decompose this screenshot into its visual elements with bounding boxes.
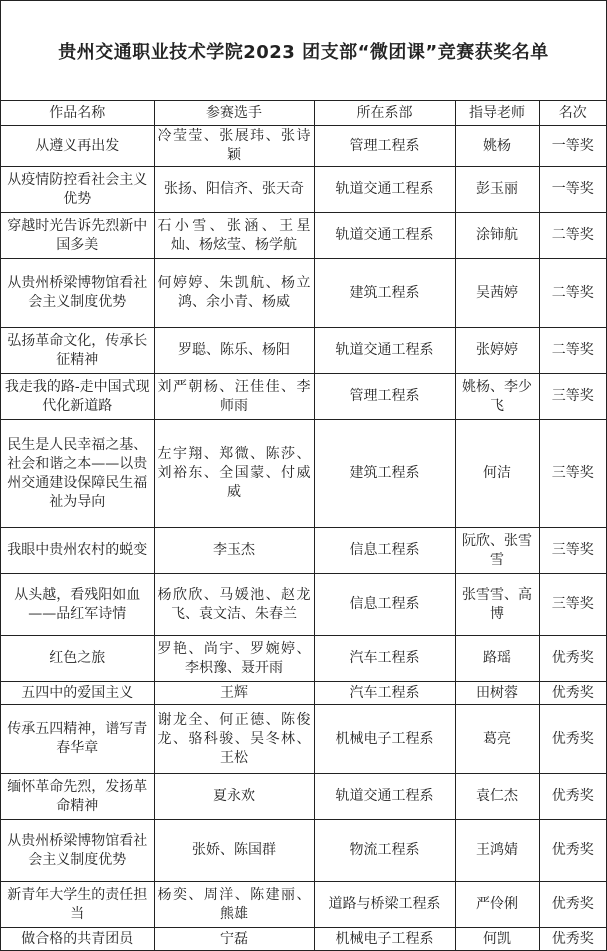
advisor-cell: 严伶俐 [455, 882, 539, 928]
department-cell: 汽车工程系 [314, 682, 455, 705]
table-row [1, 374, 606, 420]
advisor-cell: 姚杨、李少飞 [455, 374, 539, 420]
department-cell: 轨道交通工程系 [314, 167, 455, 213]
table-row [1, 259, 606, 328]
advisor-cell: 路瑶 [455, 636, 539, 682]
department-cell: 轨道交通工程系 [314, 213, 455, 259]
department-cell: 汽车工程系 [314, 636, 455, 682]
rank-cell: 一等奖 [539, 167, 606, 213]
header-department: 所在系部 [314, 101, 455, 126]
contestants-cell: 冷莹莹、张展玮、张诗颖 [154, 126, 314, 167]
work-title-cell: 缅怀革命先烈，发扬革命精神 [1, 774, 154, 820]
table-row [1, 705, 606, 774]
table-row [1, 328, 606, 374]
table-row [1, 126, 606, 167]
rank-cell: 三等奖 [539, 420, 606, 528]
advisor-cell: 张雪雪、高博 [455, 574, 539, 636]
advisor-cell: 葛亮 [455, 705, 539, 774]
department-cell: 信息工程系 [314, 574, 455, 636]
contestants-cell: 杨欣欣、马媛池、赵龙飞、袁文洁、朱春兰 [154, 574, 314, 636]
work-title-cell: 我眼中贵州农村的蜕变 [1, 528, 154, 574]
advisor-cell: 张婷婷 [455, 328, 539, 374]
rank-cell: 优秀奖 [539, 705, 606, 774]
work-title-cell: 弘扬革命文化，传承长征精神 [1, 328, 154, 374]
work-title-cell: 从贵州桥梁博物馆看社会主义制度优势 [1, 259, 154, 328]
advisor-cell: 王鸿婧 [455, 820, 539, 882]
contestants-cell: 杨奕、周洋、陈建丽、熊雄 [154, 882, 314, 928]
advisor-cell: 何洁 [455, 420, 539, 528]
department-cell: 管理工程系 [314, 126, 455, 167]
department-cell: 建筑工程系 [314, 259, 455, 328]
contestants-cell: 李玉杰 [154, 528, 314, 574]
rank-cell: 优秀奖 [539, 820, 606, 882]
rank-cell: 优秀奖 [539, 682, 606, 705]
contestants-cell: 谢龙全、何正德、陈俊龙、骆科骏、吴冬林、王松 [154, 705, 314, 774]
work-title-cell: 传承五四精神，谱写青春华章 [1, 705, 154, 774]
department-cell: 物流工程系 [314, 820, 455, 882]
work-title-cell: 从遵义再出发 [1, 126, 154, 167]
rank-cell: 二等奖 [539, 328, 606, 374]
table-row [1, 882, 606, 928]
table-row [1, 928, 606, 951]
department-cell: 机械电子工程系 [314, 705, 455, 774]
department-cell: 机械电子工程系 [314, 928, 455, 951]
header-rank: 名次 [539, 101, 606, 126]
contestants-cell: 罗聪、陈乐、杨阳 [154, 328, 314, 374]
contestants-cell: 何婷婷、朱凯航、杨立鸿、余小青、杨威 [154, 259, 314, 328]
work-title-cell: 从疫情防控看社会主义优势 [1, 167, 154, 213]
advisor-cell: 姚杨 [455, 126, 539, 167]
table-row [1, 420, 606, 528]
rank-cell: 三等奖 [539, 374, 606, 420]
rank-cell: 优秀奖 [539, 928, 606, 951]
work-title-cell: 红色之旅 [1, 636, 154, 682]
contestants-cell: 罗艳、尚宇、罗婉婷、李枳豫、聂开雨 [154, 636, 314, 682]
rank-cell: 三等奖 [539, 528, 606, 574]
table-row [1, 774, 606, 820]
advisor-cell: 吴茜婷 [455, 259, 539, 328]
work-title-cell: 我走我的路-走中国式现代化新道路 [1, 374, 154, 420]
advisor-cell: 彭玉丽 [455, 167, 539, 213]
rank-cell: 二等奖 [539, 259, 606, 328]
advisor-cell: 涂铈航 [455, 213, 539, 259]
award-table [1, 101, 606, 951]
table-row [1, 167, 606, 213]
header-work-title: 作品名称 [1, 101, 154, 126]
rank-cell: 优秀奖 [539, 774, 606, 820]
table-row [1, 213, 606, 259]
contestants-cell: 夏永欢 [154, 774, 314, 820]
contestants-cell: 左宇翔、郑微、陈莎、刘裕东、全国蒙、付威威 [154, 420, 314, 528]
header-advisor: 指导老师 [455, 101, 539, 126]
rank-cell: 一等奖 [539, 126, 606, 167]
work-title-cell: 从头越，看残阳如血——品红军诗情 [1, 574, 154, 636]
department-cell: 轨道交通工程系 [314, 774, 455, 820]
contestants-cell: 刘严朝杨、汪佳佳、李师雨 [154, 374, 314, 420]
contestants-cell: 宁磊 [154, 928, 314, 951]
table-row [1, 682, 606, 705]
advisor-cell: 阮欣、张雪雪 [455, 528, 539, 574]
rank-cell: 优秀奖 [539, 882, 606, 928]
department-cell: 管理工程系 [314, 374, 455, 420]
rank-cell: 三等奖 [539, 574, 606, 636]
rank-cell: 二等奖 [539, 213, 606, 259]
advisor-cell: 田树蓉 [455, 682, 539, 705]
header-contestants: 参赛选手 [154, 101, 314, 126]
department-cell: 建筑工程系 [314, 420, 455, 528]
department-cell: 道路与桥梁工程系 [314, 882, 455, 928]
work-title-cell: 五四中的爱国主义 [1, 682, 154, 705]
department-cell: 信息工程系 [314, 528, 455, 574]
contestants-cell: 石小雪、张涵、王星灿、杨炫莹、杨学航 [154, 213, 314, 259]
department-cell: 轨道交通工程系 [314, 328, 455, 374]
advisor-cell: 何凯 [455, 928, 539, 951]
header-row [1, 101, 606, 126]
advisor-cell: 袁仁杰 [455, 774, 539, 820]
work-title-cell: 民生是人民幸福之基、社会和谐之本——以贵州交通建设保障民生福祉为导向 [1, 420, 154, 528]
rank-cell: 优秀奖 [539, 636, 606, 682]
work-title-cell: 从贵州桥梁博物馆看社会主义制度优势 [1, 820, 154, 882]
table-row [1, 820, 606, 882]
contestants-cell: 张娇、陈国群 [154, 820, 314, 882]
document-title: 贵州交通职业技术学院2023 团支部“微团课”竞赛获奖名单 [1, 1, 606, 101]
work-title-cell: 新青年大学生的责任担当 [1, 882, 154, 928]
contestants-cell: 张扬、阳信齐、张天奇 [154, 167, 314, 213]
work-title-cell: 穿越时光告诉先烈新中国多美 [1, 213, 154, 259]
table-row [1, 528, 606, 574]
work-title-cell: 做合格的共青团员 [1, 928, 154, 951]
table-row [1, 574, 606, 636]
contestants-cell: 王辉 [154, 682, 314, 705]
table-row [1, 636, 606, 682]
